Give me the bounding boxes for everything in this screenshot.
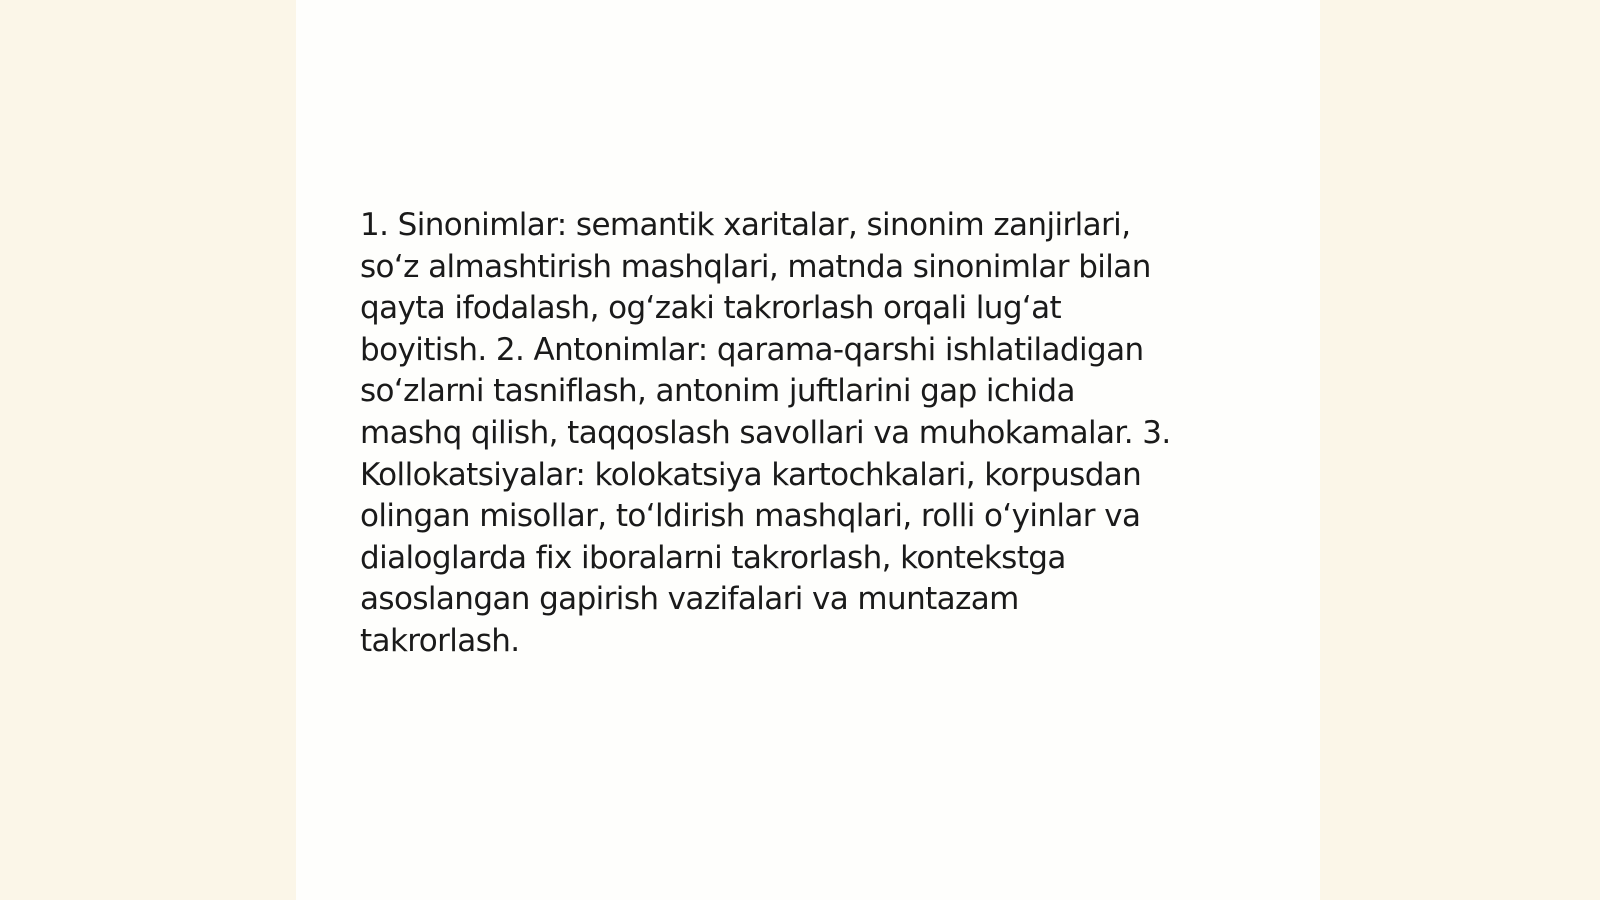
slide-page [296, 0, 1320, 900]
body-line-5: so‘zlarni tasniflash, antonim juftlarini gap ichida [360, 373, 1075, 410]
body-line-2: so‘z almashtirish mashqlari, matnda sinonimlar bilan [360, 248, 1151, 285]
body-line-1: 1. Sinonimlar: semantik xaritalar, sinonim zanjirlari, [360, 207, 1131, 243]
slide-body-text [360, 205, 1260, 663]
body-line-11: takrorlash. [360, 622, 520, 659]
body-line-6: mashq qilish, taqqoslash savollari va muhokamalar. 3. [360, 414, 1171, 451]
body-line-4: boyitish. 2. Antonimlar: qarama-qarshi ishlatiladigan [360, 331, 1144, 368]
body-line-9: dialoglarda fix iboralarni takrorlash, kontekstga [360, 539, 1066, 576]
body-line-10: asoslangan gapirish vazifalari va muntazam [360, 581, 1019, 618]
body-line-7: Kollokatsiyalar: kolokatsiya kartochkalari, korpusdan [360, 456, 1142, 493]
body-line-8: olingan misollar, to‘ldirish mashqlari, rolli o‘yinlar va [360, 498, 1141, 535]
body-line-3: qayta ifodalash, og‘zaki takrorlash orqali lug‘at [360, 290, 1062, 327]
